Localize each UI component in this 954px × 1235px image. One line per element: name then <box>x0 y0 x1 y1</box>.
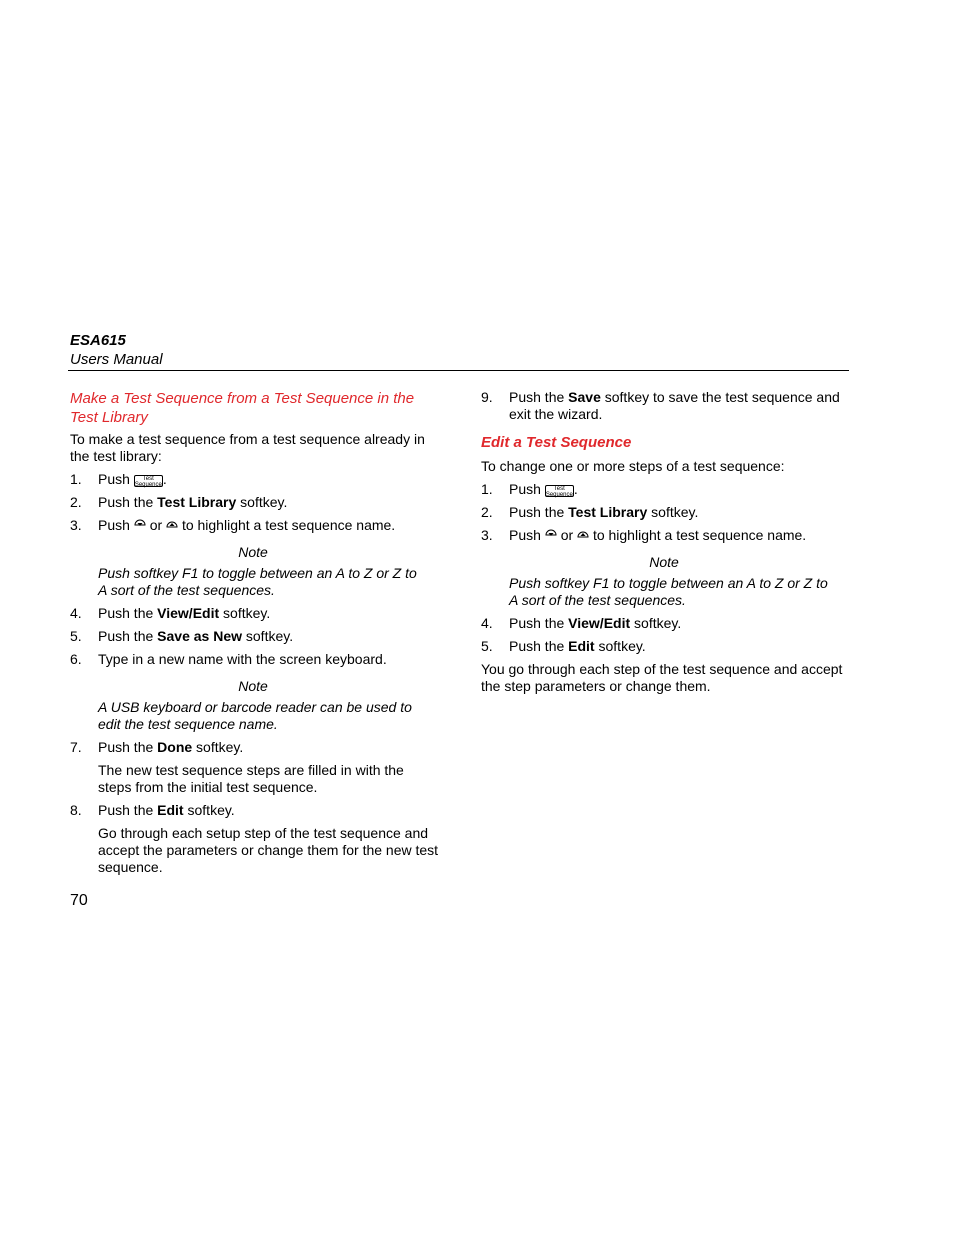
intro-paragraph: To change one or more steps of a test sequence: <box>481 458 785 474</box>
note-title: Note <box>238 544 268 560</box>
step-9: 9. Push the Save softkey to save the test sequence and exit the wizard. <box>481 389 840 422</box>
section-heading-make-sequence: Make a Test Sequence from a Test Sequence in the Test Library <box>70 390 415 426</box>
step-8-detail: Go through each setup step of the test sequence and accept the parameters or change them for the new test sequence. <box>98 825 439 875</box>
step-4: 4. Push the View/Edit softkey. <box>481 615 682 631</box>
down-arrow-key-icon <box>134 519 146 531</box>
intro-paragraph: To make a test sequence from a test sequence already in the test library: <box>70 431 425 464</box>
note-body: Push softkey F1 to toggle between an A to Z or Z to A sort of the test sequences. <box>98 565 417 598</box>
up-arrow-key-icon <box>166 519 178 531</box>
step-2: 2. Push the Test Library softkey. <box>481 504 699 520</box>
closing-paragraph: You go through each step of the test sequence and accept the step parameters or change them. <box>481 661 843 694</box>
step-3: 3. Push or to highlight a test sequence name. <box>481 527 807 543</box>
note-title: Note <box>238 678 268 694</box>
step-1: 1. Push Test Sequence . <box>481 481 578 498</box>
note-title: Note <box>649 554 679 570</box>
manual-title: Users Manual <box>70 351 163 368</box>
step-7: 7. Push the Done softkey. <box>70 739 244 755</box>
right-column <box>481 389 851 701</box>
down-arrow-key-icon <box>545 529 557 541</box>
running-header <box>70 331 849 369</box>
test-sequence-key-icon: Test Sequence <box>134 476 162 488</box>
product-name: ESA615 <box>70 332 126 349</box>
step-4: 4. Push the View/Edit softkey. <box>70 605 271 621</box>
step-8: 8. Push the Edit softkey. <box>70 802 235 818</box>
note-body: A USB keyboard or barcode reader can be used to edit the test sequence name. <box>98 699 412 732</box>
step-5: 5. Push the Save as New softkey. <box>70 628 294 644</box>
step-5: 5. Push the Edit softkey. <box>481 638 646 654</box>
step-6: 6. Type in a new name with the screen keyboard. <box>70 651 387 667</box>
page-number: 70 <box>70 892 88 909</box>
left-column <box>70 389 440 882</box>
step-3: 3. Push or to highlight a test sequence name. <box>70 517 396 533</box>
section-heading-edit-sequence: Edit a Test Sequence <box>481 434 632 451</box>
step-1: 1. Push Test Sequence . <box>70 471 167 488</box>
test-sequence-key-icon: Test Sequence <box>545 486 573 498</box>
header-rule <box>68 370 849 371</box>
up-arrow-key-icon <box>577 529 589 541</box>
note-body: Push softkey F1 to toggle between an A to Z or Z to A sort of the test sequences. <box>509 575 828 608</box>
step-2: 2. Push the Test Library softkey. <box>70 494 288 510</box>
step-7-detail: The new test sequence steps are filled in with the steps from the initial test sequence. <box>98 762 404 795</box>
